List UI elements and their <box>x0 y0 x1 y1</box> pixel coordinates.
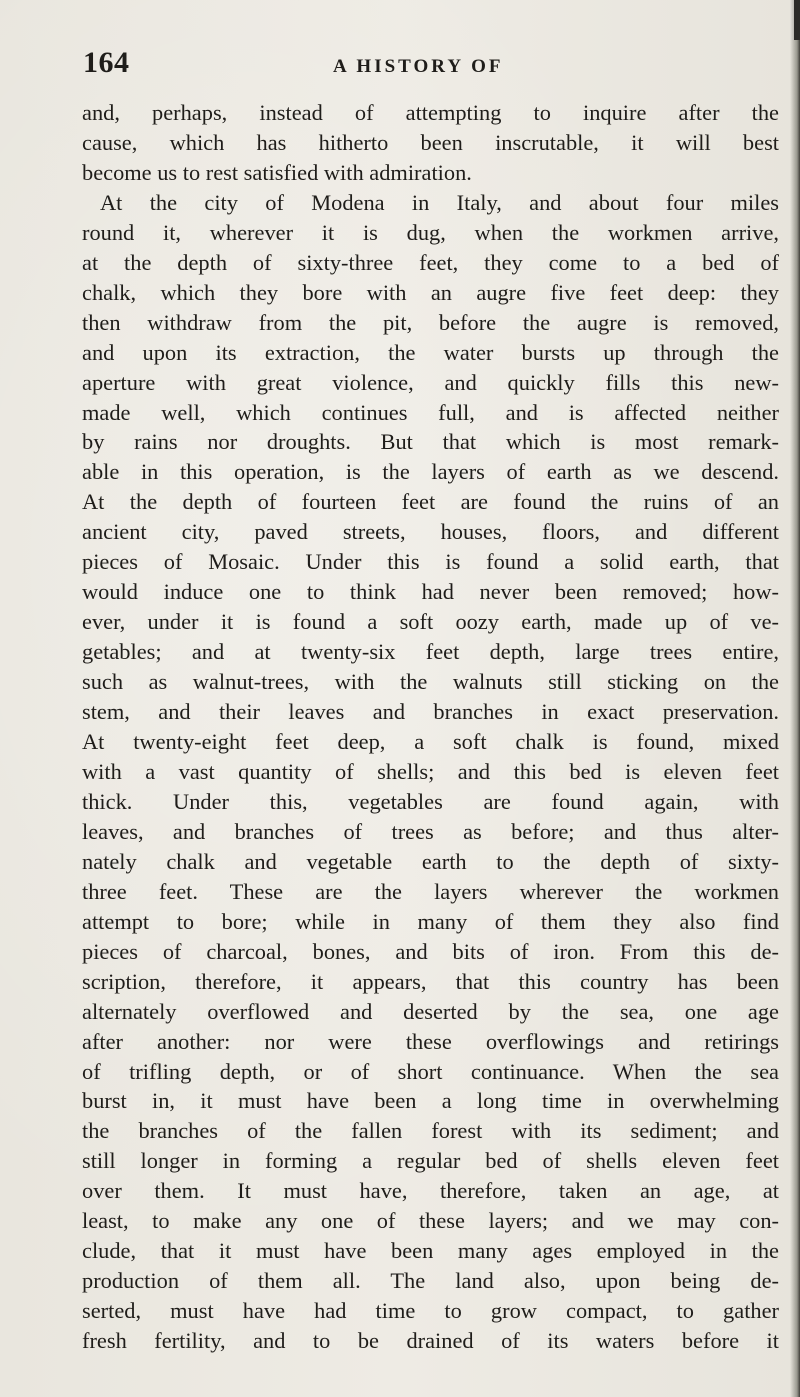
text-line: stem, and their leaves and branches in exact preservation. <box>82 699 779 725</box>
text-line: such as walnut-trees, with the walnuts still sticking on the <box>82 669 779 695</box>
text-line: serted, must have had time to grow compact, to gather <box>82 1298 779 1324</box>
text-line: of trifling depth, or of short continuance. When the sea <box>82 1058 779 1084</box>
text-line: cause, which has hitherto been inscrutable, it will best <box>82 129 779 155</box>
text-line: production of them all. The land also, upon being de- <box>82 1268 779 1294</box>
text-line: At twenty-eight feet deep, a soft chalk is found, mixed <box>82 729 779 755</box>
running-title: A HISTORY OF <box>333 56 504 77</box>
text-line: three feet. These are the layers wherever the workmen <box>82 878 779 904</box>
text-line: alternately overflowed and deserted by the sea, one age <box>82 998 779 1024</box>
text-line: still longer in forming a regular bed of shells eleven feet <box>82 1148 779 1174</box>
text-line: then withdraw from the pit, before the augre is removed, <box>82 309 779 335</box>
text-line: nately chalk and vegetable earth to the depth of sixty- <box>82 848 779 874</box>
body-text <box>82 98 779 1356</box>
text-line: fresh fertility, and to be drained of its waters before it <box>82 1328 779 1354</box>
page-edge-shadow <box>790 0 800 1397</box>
text-line: at the depth of sixty-three feet, they come to a bed of <box>82 249 779 275</box>
text-line: with a vast quantity of shells; and this bed is eleven feet <box>82 758 779 784</box>
page-number: 164 <box>83 46 130 79</box>
text-line: would induce one to think had never been removed; how- <box>82 579 779 605</box>
text-line: become us to rest satisfied with admiration. <box>82 159 472 185</box>
text-line: clude, that it must have been many ages employed in the <box>82 1238 779 1264</box>
text-line: able in this operation, is the layers of earth as we descend. <box>82 459 779 485</box>
text-line: and, perhaps, instead of attempting to inquire after the <box>82 100 779 125</box>
text-line: At the city of Modena in Italy, and about four miles <box>100 189 779 215</box>
text-line: over them. It must have, therefore, taken an age, at <box>82 1178 779 1204</box>
text-line: scription, therefore, it appears, that this country has been <box>82 968 779 994</box>
text-line: getables; and at twenty-six feet depth, large trees entire, <box>82 639 779 665</box>
text-line: aperture with great violence, and quickly fills this new- <box>82 369 779 395</box>
text-line: ancient city, paved streets, houses, floors, and different <box>82 519 779 545</box>
text-line: least, to make any one of these layers; and we may con- <box>82 1208 779 1234</box>
text-line: after another: nor were these overflowings and retirings <box>82 1028 779 1054</box>
text-line: the branches of the fallen forest with its sediment; and <box>82 1118 779 1144</box>
text-line: At the depth of fourteen feet are found the ruins of an <box>82 489 779 515</box>
text-line: made well, which continues full, and is affected neither <box>82 399 779 425</box>
page-header <box>83 46 773 86</box>
page-edge-tab <box>794 0 800 40</box>
text-line: by rains nor droughts. But that which is most remark- <box>82 429 779 455</box>
text-line: thick. Under this, vegetables are found again, with <box>82 788 779 814</box>
text-line: attempt to bore; while in many of them they also find <box>82 908 779 934</box>
text-line: pieces of Mosaic. Under this is found a solid earth, that <box>82 549 779 575</box>
text-line: and upon its extraction, the water bursts up through the <box>82 339 779 365</box>
text-line: ever, under it is found a soft oozy earth, made up of ve- <box>82 609 779 635</box>
text-line: pieces of charcoal, bones, and bits of iron. From this de- <box>82 938 779 964</box>
text-line: leaves, and branches of trees as before; and thus alter- <box>82 818 779 844</box>
text-line: chalk, which they bore with an augre five feet deep: they <box>82 279 779 305</box>
text-line: burst in, it must have been a long time in overwhelming <box>82 1088 779 1114</box>
text-line: round it, wherever it is dug, when the workmen arrive, <box>82 219 779 245</box>
